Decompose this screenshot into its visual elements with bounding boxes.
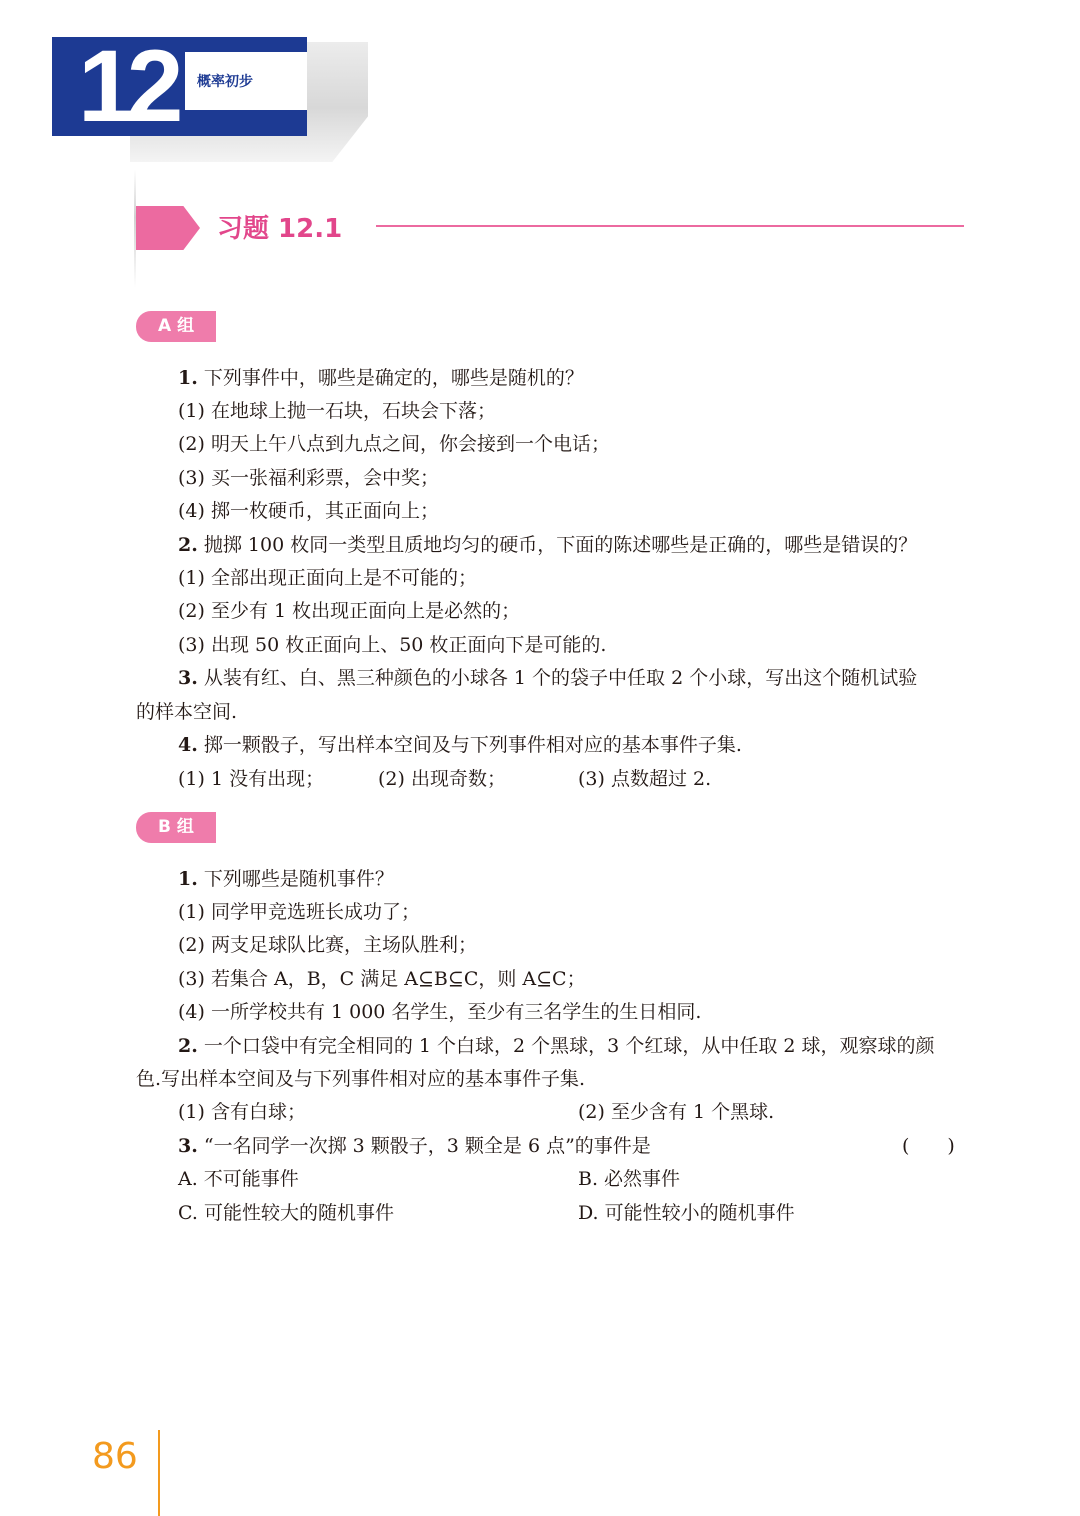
chapter-title: 概率初步 xyxy=(197,74,253,90)
group-a-tag: A 组 xyxy=(136,311,216,342)
option-d: D. 可能性较小的随机事件 xyxy=(578,1202,795,1224)
sub-item: (2) 明天上午八点到九点之间，你会接到一个电话； xyxy=(178,433,610,455)
answer-blank: ( ) xyxy=(902,1135,955,1157)
page-number: 86 xyxy=(92,1436,138,1477)
group-a-question-3 xyxy=(178,665,917,691)
group-a-question-4 xyxy=(178,732,742,758)
option-b: B. 必然事件 xyxy=(578,1168,681,1190)
option-c: C. 可能性较大的随机事件 xyxy=(178,1202,394,1224)
group-b-tag: B 组 xyxy=(136,812,216,843)
group-b-question-2 xyxy=(178,1033,934,1059)
sub-item: (3) 点数超过 2. xyxy=(578,768,712,790)
sub-item: (2) 出现奇数； xyxy=(378,768,506,790)
sub-item: (4) 一所学校共有 1 000 名学生，至少有三名学生的生日相同. xyxy=(178,1001,702,1023)
question-text: “一名同学一次掷 3 颗骰子，3 颗全是 6 点”的事件是 xyxy=(203,1135,651,1157)
section-rule xyxy=(376,225,964,227)
sub-item: (2) 至少含有 1 个黑球. xyxy=(578,1101,775,1123)
sub-item: (3) 若集合 A，B，C 满足 A⊆B⊆C，则 A⊆C； xyxy=(178,968,586,990)
sub-item: (1) 1 没有出现； xyxy=(178,768,325,790)
question-text: 一个口袋中有完全相同的 1 个白球，2 个黑球，3 个红球，从中任取 2 球，观察球的颜 xyxy=(203,1035,935,1057)
question-text: 下列哪些是随机事件？ xyxy=(203,868,394,890)
sub-item: (4) 掷一枚硬币，其正面向上； xyxy=(178,500,439,522)
page-number-rule xyxy=(158,1430,160,1516)
group-a-question-1 xyxy=(178,365,584,391)
question-number: 1. xyxy=(178,367,198,389)
sub-item: (3) 出现 50 枚正面向上、50 枚正面向下是可能的. xyxy=(178,634,607,656)
sub-item: (2) 两支足球队比赛，主场队胜利； xyxy=(178,934,477,956)
question-number: 2. xyxy=(178,1035,198,1057)
sub-item: (1) 含有白球； xyxy=(178,1101,306,1123)
chapter-number: 12 xyxy=(78,29,176,143)
question-continuation: 的样本空间. xyxy=(136,701,238,723)
section-title: 习题 12.1 xyxy=(217,214,343,244)
question-number: 1. xyxy=(178,868,198,890)
sub-item: (1) 在地球上抛一石块，石块会下落； xyxy=(178,400,496,422)
question-number: 3. xyxy=(178,1135,198,1157)
group-a-question-2 xyxy=(178,532,917,558)
question-number: 4. xyxy=(178,734,198,756)
group-b-question-1 xyxy=(178,866,394,892)
sub-item: (1) 全部出现正面向上是不可能的； xyxy=(178,567,477,589)
group-b-question-3 xyxy=(178,1133,651,1159)
sub-item: (2) 至少有 1 枚出现正面向上是必然的； xyxy=(178,600,521,622)
section-divider xyxy=(134,170,136,288)
question-text: 下列事件中，哪些是确定的，哪些是随机的？ xyxy=(203,367,584,389)
question-number: 2. xyxy=(178,534,198,556)
question-text: 抛掷 100 枚同一类型且质地均匀的硬币，下面的陈述哪些是正确的，哪些是错误的？ xyxy=(203,534,918,556)
question-number: 3. xyxy=(178,667,198,689)
section-arrow-icon xyxy=(136,206,200,250)
option-a: A. 不可能事件 xyxy=(178,1168,299,1190)
question-continuation: 色.写出样本空间及与下列事件相对应的基本事件子集. xyxy=(136,1068,586,1090)
question-text: 掷一颗骰子，写出样本空间及与下列事件相对应的基本事件子集. xyxy=(203,734,742,756)
question-text: 从装有红、白、黑三种颜色的小球各 1 个的袋子中任取 2 个小球，写出这个随机试验 xyxy=(203,667,918,689)
sub-item: (1) 同学甲竞选班长成功了； xyxy=(178,901,420,923)
sub-item: (3) 买一张福利彩票，会中奖； xyxy=(178,467,439,489)
